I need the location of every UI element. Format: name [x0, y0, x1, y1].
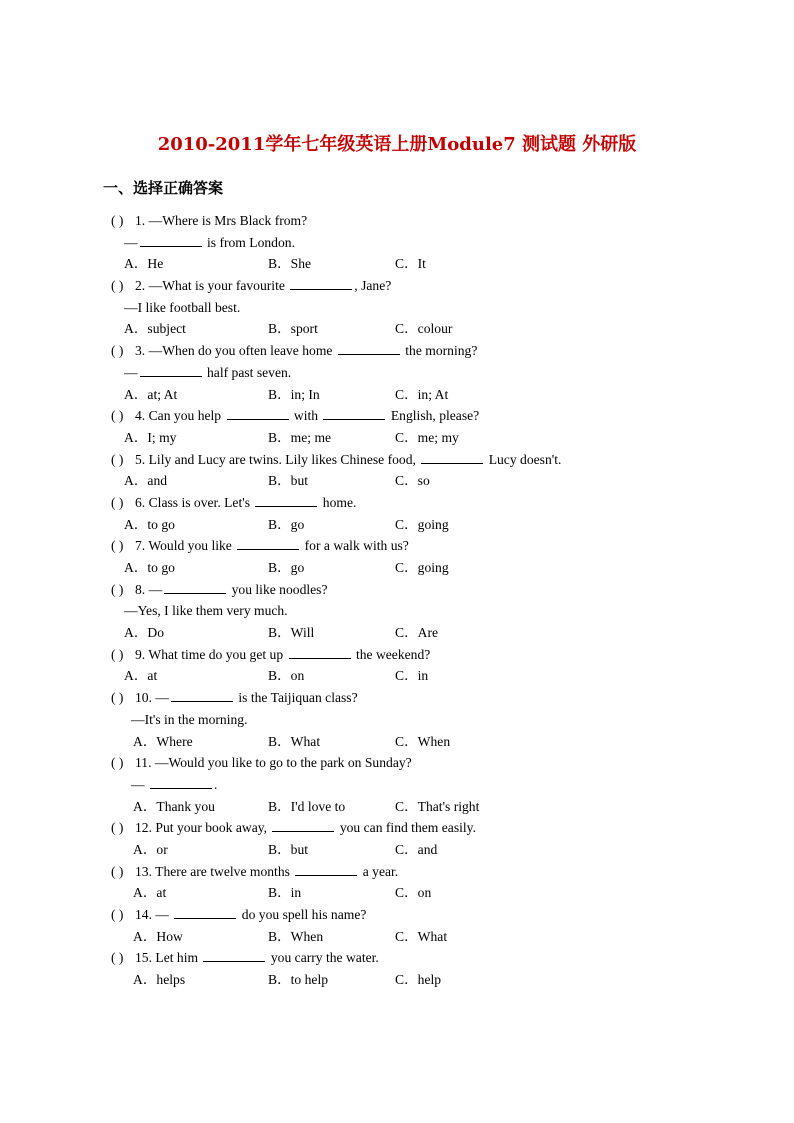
question-text: for a walk with us? — [301, 538, 409, 554]
question-line — [111, 817, 711, 839]
question-number: 9. — [135, 646, 146, 662]
question-text: the morning? — [401, 343, 478, 359]
answer-blank[interactable] — [295, 863, 357, 876]
question-number: 10. — [135, 690, 152, 706]
question-line — [111, 297, 711, 319]
option-b[interactable]: B．but — [268, 841, 309, 857]
question-line — [111, 752, 711, 774]
question-number: 5. — [135, 451, 146, 467]
question-number: 13. — [135, 863, 152, 879]
question-line — [111, 579, 711, 601]
answer-blank[interactable] — [289, 646, 351, 659]
question-text: — — [155, 907, 173, 922]
question-text: , Jane? — [354, 278, 392, 294]
question-line — [111, 492, 711, 514]
options-line — [111, 253, 711, 275]
option-c[interactable]: C．Are — [395, 625, 439, 641]
question-line — [111, 904, 711, 926]
question-text: you carry the water. — [267, 950, 379, 966]
answer-paren[interactable]: ( ) — [111, 494, 124, 510]
options-line — [111, 384, 711, 406]
options-line — [111, 427, 711, 449]
option-c[interactable]: C．in; At — [395, 386, 449, 402]
question-list — [111, 210, 711, 991]
option-c[interactable]: C．help — [395, 972, 442, 988]
question-text: you like noodles? — [228, 581, 328, 597]
options-line — [111, 926, 711, 948]
question-line — [111, 600, 711, 622]
option-a[interactable]: A．helps — [133, 972, 186, 988]
question-text: — — [124, 234, 138, 250]
options-line — [111, 665, 711, 687]
answer-paren[interactable]: ( ) — [111, 820, 124, 836]
options-line — [111, 969, 711, 991]
option-c[interactable]: C．me; my — [395, 429, 459, 445]
question-text: Put your book away, — [155, 820, 271, 836]
option-b[interactable]: B．in; In — [268, 386, 320, 402]
question-text: —It's in the morning. — [131, 711, 248, 727]
option-c[interactable]: C．and — [395, 841, 438, 857]
question-text: —Where is Mrs Black from? — [148, 213, 308, 228]
question-text: do you spell his name? — [238, 907, 367, 922]
options-line — [111, 470, 711, 492]
question-number: 3. — [135, 343, 146, 359]
answer-paren[interactable]: ( ) — [111, 755, 124, 771]
option-a[interactable]: A．How — [133, 928, 183, 944]
question-text: home. — [319, 494, 357, 510]
answer-paren[interactable]: ( ) — [111, 690, 124, 706]
option-b[interactable]: B．What — [268, 733, 321, 749]
option-c[interactable]: C．That's right — [395, 798, 480, 814]
answer-paren[interactable]: ( ) — [111, 278, 124, 294]
option-b[interactable]: B．She — [268, 256, 312, 272]
page-title: 2010-2011学年七年级英语上册Module7 测试题 外研版 — [157, 134, 637, 155]
question-text: — — [155, 690, 169, 706]
question-number: 2. — [135, 278, 146, 294]
answer-blank[interactable] — [164, 581, 226, 594]
question-line — [111, 535, 711, 557]
question-text: — — [148, 581, 163, 597]
answer-blank[interactable] — [203, 949, 265, 962]
question-line — [111, 861, 711, 883]
question-text: half past seven. — [203, 364, 292, 380]
question-text: is from London. — [203, 234, 295, 250]
option-a[interactable]: A．Where — [133, 733, 193, 749]
question-text: —What is your favourite — [148, 278, 289, 294]
answer-blank[interactable] — [171, 689, 233, 702]
option-a[interactable]: A．to go — [124, 560, 175, 575]
question-line — [111, 340, 711, 362]
question-number: 4. — [135, 408, 146, 424]
question-line — [111, 210, 711, 232]
answer-blank[interactable] — [174, 906, 236, 919]
option-b[interactable]: B．sport — [268, 321, 318, 337]
answer-paren[interactable]: ( ) — [111, 213, 124, 228]
options-line — [111, 839, 711, 861]
answer-paren[interactable]: ( ) — [111, 538, 124, 554]
answer-blank[interactable] — [290, 277, 352, 290]
answer-paren[interactable]: ( ) — [111, 451, 124, 467]
option-a[interactable]: A．at — [133, 885, 167, 901]
question-text: —Yes, I like them very much. — [124, 603, 288, 619]
question-text: What time do you get up — [148, 646, 287, 662]
answer-paren[interactable]: ( ) — [111, 950, 124, 966]
question-text: There are twelve months — [155, 863, 294, 879]
options-line — [111, 731, 711, 753]
answer-blank[interactable] — [237, 537, 299, 550]
question-text: with — [290, 408, 322, 424]
option-c[interactable]: C．When — [395, 733, 451, 749]
question-text: Lucy doesn't. — [485, 451, 562, 467]
answer-blank[interactable] — [150, 776, 212, 789]
answer-paren[interactable]: ( ) — [111, 646, 124, 662]
options-line — [111, 622, 711, 644]
option-a[interactable]: A．subject — [124, 321, 186, 337]
question-number: 15. — [135, 950, 152, 966]
question-text: Class is over. Let's — [148, 494, 254, 510]
option-c[interactable]: C．in — [395, 668, 429, 684]
question-number: 11. — [135, 755, 152, 771]
option-c[interactable]: C．colour — [395, 321, 453, 337]
question-text: —Would you like to go to the park on Sunday? — [154, 755, 412, 771]
option-c[interactable]: C．going — [395, 516, 449, 532]
option-c[interactable]: C．It — [395, 256, 426, 272]
option-a[interactable]: A．I; my — [124, 429, 177, 445]
option-a[interactable]: A．at; At — [124, 386, 178, 402]
answer-paren[interactable]: ( ) — [111, 863, 124, 879]
question-text: — — [131, 776, 148, 792]
option-c[interactable]: C．so — [395, 473, 430, 489]
question-line — [111, 232, 711, 254]
option-b[interactable]: B．I'd love to — [268, 798, 346, 814]
option-b[interactable]: B．but — [268, 473, 309, 489]
question-text: Let him — [155, 950, 202, 966]
answer-blank[interactable] — [255, 494, 317, 507]
option-b[interactable]: B．go — [268, 560, 305, 575]
option-b[interactable]: B．on — [268, 668, 305, 684]
answer-paren[interactable]: ( ) — [111, 907, 124, 922]
options-line — [111, 514, 711, 536]
option-a[interactable]: A．and — [124, 473, 168, 489]
question-text: . — [214, 776, 218, 792]
question-line — [111, 644, 711, 666]
option-a[interactable]: A．He — [124, 256, 164, 272]
answer-blank[interactable] — [227, 407, 289, 420]
answer-blank[interactable] — [140, 234, 202, 247]
question-text: —When do you often leave home — [148, 343, 336, 359]
option-b[interactable]: B．go — [268, 516, 305, 532]
options-line — [111, 796, 711, 818]
option-b[interactable]: B．to help — [268, 972, 329, 988]
option-c[interactable]: C．going — [395, 560, 449, 575]
question-line — [111, 275, 711, 297]
question-line — [111, 362, 711, 384]
option-c[interactable]: C．on — [395, 885, 432, 901]
question-number: 12. — [135, 820, 152, 836]
question-line — [111, 774, 711, 796]
answer-paren[interactable]: ( ) — [111, 343, 124, 359]
question-text: Can you help — [148, 408, 225, 424]
answer-blank[interactable] — [323, 407, 385, 420]
option-b[interactable]: B．me; me — [268, 429, 332, 445]
question-line — [111, 687, 711, 709]
answer-paren[interactable]: ( ) — [111, 581, 124, 597]
question-number: 6. — [135, 494, 146, 510]
option-a[interactable]: A．Thank you — [133, 798, 215, 814]
answer-paren[interactable]: ( ) — [111, 408, 124, 424]
question-line — [111, 709, 711, 731]
options-line — [111, 318, 711, 340]
option-b[interactable]: B．in — [268, 885, 302, 901]
question-text: a year. — [359, 863, 399, 879]
option-a[interactable]: A．at — [124, 668, 158, 684]
question-text: Lily and Lucy are twins. Lily likes Chinese food, — [148, 451, 420, 467]
question-text: the weekend? — [352, 646, 431, 662]
question-text: English, please? — [387, 408, 480, 424]
question-text: you can find them easily. — [336, 820, 476, 836]
option-b[interactable]: B．When — [268, 928, 324, 944]
option-a[interactable]: A．or — [133, 841, 168, 857]
question-number: 14. — [135, 907, 152, 922]
option-b[interactable]: B．Will — [268, 625, 315, 641]
question-text: —I like football best. — [124, 299, 241, 315]
answer-blank[interactable] — [272, 819, 334, 832]
question-text: Would you like — [148, 538, 236, 554]
question-line — [111, 947, 711, 969]
option-a[interactable]: A．Do — [124, 625, 165, 641]
question-number: 1. — [135, 213, 146, 228]
answer-blank[interactable] — [421, 451, 483, 464]
question-number: 8. — [135, 581, 146, 597]
options-line — [111, 557, 711, 579]
section-heading: 一、选择正确答案 — [103, 179, 224, 197]
question-number: 7. — [135, 538, 146, 554]
question-line — [111, 449, 711, 471]
option-a[interactable]: A．to go — [124, 516, 175, 532]
question-text: is the Taijiquan class? — [235, 690, 358, 706]
question-line — [111, 405, 711, 427]
options-line — [111, 882, 711, 904]
option-c[interactable]: C．What — [395, 928, 448, 944]
answer-blank[interactable] — [140, 364, 202, 377]
question-text: — — [124, 364, 138, 380]
answer-blank[interactable] — [338, 342, 400, 355]
